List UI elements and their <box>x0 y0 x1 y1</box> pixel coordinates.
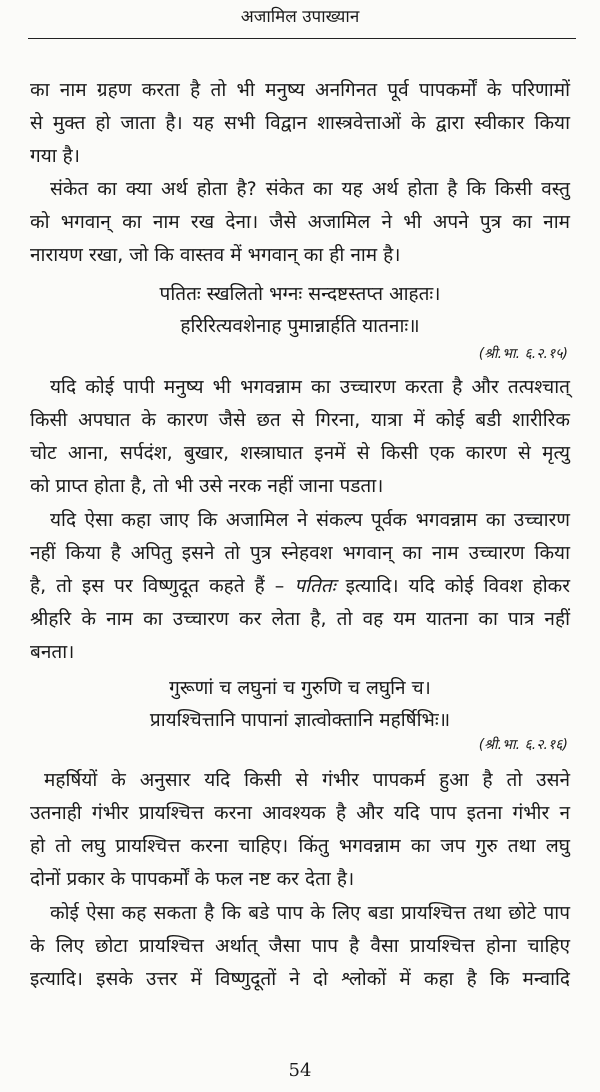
page-number: 54 <box>288 1060 312 1081</box>
p3-line-3: चोट आना, सर्पदंश, बुखार, शस्त्राघात इनमें से किसी एक कारण से मृत्यु <box>30 442 570 464</box>
p4-line-3-text-b: इत्यादि। यदि कोई विवश होकर <box>345 575 570 597</box>
p2-line-3: नारायण रखा, जो कि वास्तव में भगवान् का ही नाम है। <box>30 244 401 266</box>
p2-line-2: को भगवान् का नाम रख देना। जैसे अजामिल ने भी अपने पुत्र का नाम <box>30 211 570 233</box>
verse1-reference: (श्री.भा. ६.२.१५) <box>478 346 568 362</box>
verse1-line-2: हरिरित्यवशेनाह पुमान्नार्हति यातनाः॥ <box>180 315 420 337</box>
p4-line-1: यदि ऐसा कहा जाए कि अजामिल ने संकल्प पूर्वक भगवन्नाम का उच्चारण <box>50 509 570 531</box>
verse2-line-1: गुरूणां च लघुनां च गुरुणि च लघुनि च। <box>169 677 431 699</box>
p3-line-4: को प्राप्त होता है, तो भी उसे नरक नहीं जाना पडता। <box>30 475 384 497</box>
p1-line-3: गया है। <box>30 145 80 167</box>
running-header: अजामिल उपाख्यान <box>240 7 360 27</box>
p5-line-4: दोनों प्रकार के पापकर्मों के फल नष्ट कर देता है। <box>30 868 355 890</box>
p6-line-3: इत्यादि। इसके उत्तर में विष्णुदूतों ने दो श्लोकों में कहा है कि मन्वादि <box>30 968 570 990</box>
p4-line-3-quote: पतितः <box>294 575 336 597</box>
p5-line-2: उतनाही गंभीर प्रायश्चित्त करना आवश्यक है और यदि पाप इतना गंभीर न <box>30 802 570 824</box>
p4-line-3 <box>30 570 570 602</box>
p5-line-1: महर्षियों के अनुसार यदि किसी से गंभीर पापकर्म हुआ है तो उसने <box>44 769 570 791</box>
p4-line-4: श्रीहरि के नाम का उच्चारण कर लेता है, तो वह यम यातना का पात्र नहीं <box>30 608 570 630</box>
p3-line-2: किसी अपघात के कारण जैसे छत से गिरना, यात्रा में कोई बडी शारीरिक <box>30 409 570 431</box>
verse2-line-2: प्रायश्चित्तानि पापानां ज्ञात्वोक्तानि महर्षिभिः॥ <box>149 709 451 731</box>
verse2-reference: (श्री.भा. ६.२.१६) <box>478 737 568 753</box>
p4-line-2: नहीं किया है अपितु इसने तो पुत्र स्नेहवश भगवान् का नाम उच्चारण किया <box>30 542 570 564</box>
p3-line-1: यदि कोई पापी मनुष्य भी भगवन्नाम का उच्चारण करता है और तत्पश्चात् <box>50 376 570 398</box>
header-rule <box>28 38 576 39</box>
p4-line-3-text-a: है, तो इस पर विष्णुदूत कहते हैं – <box>30 575 285 597</box>
p4-line-5: बनता। <box>30 641 75 663</box>
p6-line-1: कोई ऐसा कह सकता है कि बडे पाप के लिए बडा प्रायश्चित्त तथा छोटे पाप <box>50 902 570 924</box>
p1-line-2: से मुक्त हो जाता है। यह सभी विद्वान शास्त्रवेत्ताओं के द्वारा स्वीकार किया <box>30 112 570 134</box>
p6-line-2: के लिए छोटा प्रायश्चित्त अर्थात् जैसा पाप है वैसा प्रायश्चित्त होना चाहिए <box>30 935 570 957</box>
p5-line-3: हो तो लघु प्रायश्चित्त करना चाहिए। किंतु भगवन्नाम का जप गुरु तथा लघु <box>30 835 570 857</box>
p1-line-1: का नाम ग्रहण करता है तो भी मनुष्य अनगिनत पूर्व पापकर्मों के परिणामों <box>30 79 570 101</box>
p2-line-1: संकेत का क्या अर्थ होता है? संकेत का यह अर्थ होता है कि किसी वस्तु <box>50 178 570 200</box>
verse1-line-1: पतितः स्खलितो भग्नः सन्दष्टस्तप्त आहतः। <box>159 283 441 305</box>
